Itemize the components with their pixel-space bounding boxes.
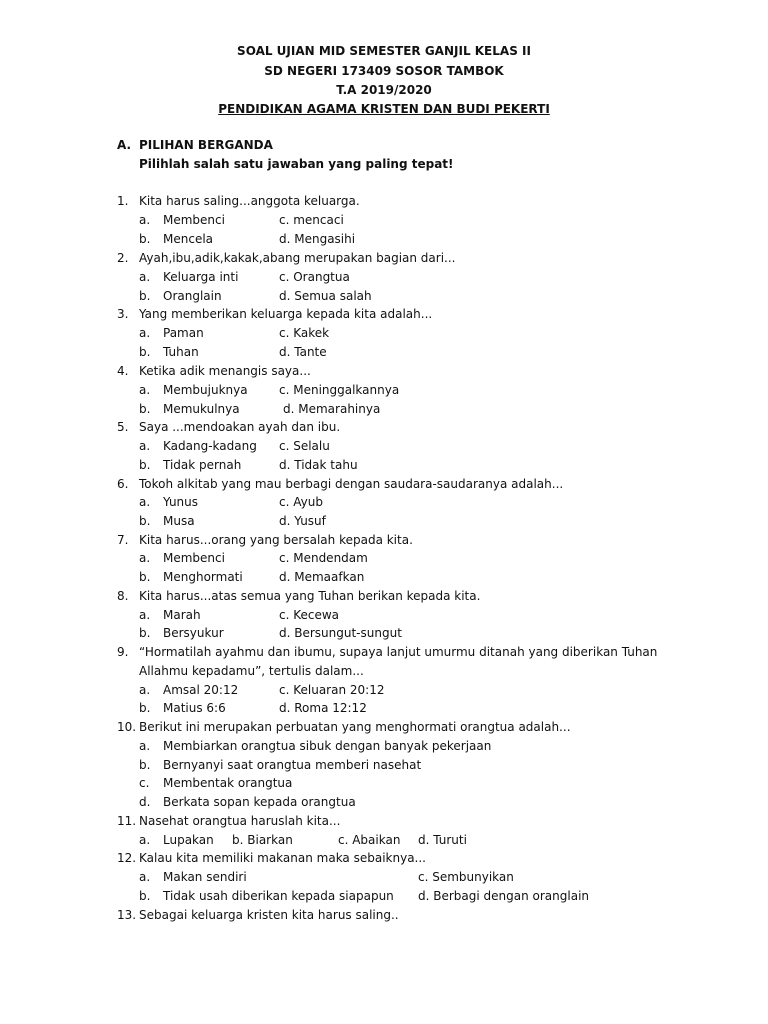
options-row bbox=[0, 211, 768, 229]
question-2 bbox=[0, 249, 768, 267]
school-year: T.A 2019/2020 bbox=[336, 83, 432, 97]
question-text: Berikut ini merupakan perbuatan yang menghormati orangtua adalah... bbox=[139, 720, 571, 734]
option-d: d. Tidak tahu bbox=[279, 458, 358, 472]
option-d: d. Turuti bbox=[418, 833, 467, 847]
question-number: 5. bbox=[117, 420, 129, 434]
options-row bbox=[0, 287, 768, 305]
options-row bbox=[0, 606, 768, 624]
option-b: Menghormati bbox=[163, 570, 243, 584]
options-row bbox=[0, 681, 768, 699]
question-text: Tokoh alkitab yang mau berbagi dengan saudara-saudaranya adalah... bbox=[139, 477, 564, 491]
question-1 bbox=[0, 192, 768, 210]
question-number: 10. bbox=[117, 720, 137, 734]
option-letter: b. bbox=[139, 458, 151, 472]
option-letter: a. bbox=[139, 383, 151, 397]
option-a: Lupakan bbox=[163, 833, 214, 847]
option-d: d. Tante bbox=[279, 345, 327, 359]
section-label: A. bbox=[117, 138, 132, 152]
option-letter: a. bbox=[139, 870, 151, 884]
question-text: Ayah,ibu,adik,kakak,abang merupakan bagian dari... bbox=[139, 251, 456, 265]
question-text: Kita harus saling...anggota keluarga. bbox=[139, 194, 360, 208]
option-c: c. Mendendam bbox=[279, 551, 368, 565]
option-letter: b. bbox=[139, 889, 151, 903]
option-b: Oranglain bbox=[163, 289, 222, 303]
option-d: d. Semua salah bbox=[279, 289, 372, 303]
question-text: Kita harus...atas semua yang Tuhan berikan kepada kita. bbox=[139, 589, 481, 603]
option-letter: a. bbox=[139, 608, 151, 622]
option-d: d. Memarahinya bbox=[283, 402, 381, 416]
option-b: Mencela bbox=[163, 232, 214, 246]
option-a: Amsal 20:12 bbox=[163, 683, 239, 697]
option-letter: c. bbox=[139, 776, 150, 790]
option-d: d. Berbagi dengan oranglain bbox=[418, 889, 590, 903]
option-letter: a. bbox=[139, 270, 151, 284]
option-letter: a. bbox=[139, 833, 151, 847]
option-a: Membujuknya bbox=[163, 383, 248, 397]
options-row bbox=[0, 624, 768, 642]
option-d: Berkata sopan kepada orangtua bbox=[163, 795, 356, 809]
option-c: c. Meninggalkannya bbox=[279, 383, 400, 397]
question-number: 6. bbox=[117, 477, 129, 491]
option-letter: b. bbox=[139, 626, 151, 640]
question-12 bbox=[0, 849, 768, 867]
option-c: c. Kecewa bbox=[279, 608, 340, 622]
option-letter: b. bbox=[139, 232, 151, 246]
option-c: c. Ayub bbox=[279, 495, 323, 509]
option-a: Keluarga inti bbox=[163, 270, 239, 284]
option-d: d. Yusuf bbox=[279, 514, 326, 528]
option-letter: a. bbox=[139, 683, 151, 697]
question-text: Yang memberikan keluarga kepada kita adalah... bbox=[139, 307, 433, 321]
option-letter: a. bbox=[139, 213, 151, 227]
options-row bbox=[0, 493, 768, 511]
instruction-text: Pilihlah salah satu jawaban yang paling tepat! bbox=[139, 157, 454, 171]
option-a: Paman bbox=[163, 326, 204, 340]
question-10 bbox=[0, 718, 768, 736]
section-instruction bbox=[0, 155, 768, 173]
question-13 bbox=[0, 906, 768, 924]
question-text: Allahmu kepadamu”, tertulis dalam... bbox=[139, 664, 364, 678]
options-row bbox=[0, 437, 768, 455]
option-c: c. Abaikan bbox=[338, 833, 401, 847]
question-number: 1. bbox=[117, 194, 129, 208]
option-letter: b. bbox=[139, 701, 151, 715]
question-number: 9. bbox=[117, 645, 129, 659]
option-a: Membenci bbox=[163, 213, 225, 227]
option-c: Membentak orangtua bbox=[163, 776, 293, 790]
options-row bbox=[0, 381, 768, 399]
option-letter: b. bbox=[139, 289, 151, 303]
question-number: 2. bbox=[117, 251, 129, 265]
option-letter: a. bbox=[139, 495, 151, 509]
section-header bbox=[0, 136, 768, 154]
option-d: d. Bersungut-sungut bbox=[279, 626, 402, 640]
option-a: Marah bbox=[163, 608, 201, 622]
options-row bbox=[0, 887, 768, 905]
option-b: Tidak pernah bbox=[163, 458, 242, 472]
question-text: Nasehat orangtua haruslah kita... bbox=[139, 814, 341, 828]
option-letter: b. bbox=[139, 570, 151, 584]
option-a: Kadang-kadang bbox=[163, 439, 257, 453]
options-row bbox=[0, 549, 768, 567]
option-a: Membiarkan orangtua sibuk dengan banyak pekerjaan bbox=[163, 739, 492, 753]
option-d: d. Roma 12:12 bbox=[279, 701, 367, 715]
options-row bbox=[0, 774, 768, 792]
option-letter: a. bbox=[139, 439, 151, 453]
options-row bbox=[0, 268, 768, 286]
question-9-continued bbox=[0, 662, 768, 680]
option-b: Tuhan bbox=[163, 345, 199, 359]
option-d: d. Memaafkan bbox=[279, 570, 365, 584]
option-d: d. Mengasihi bbox=[279, 232, 356, 246]
option-letter: d. bbox=[139, 795, 151, 809]
question-number: 13. bbox=[117, 908, 137, 922]
option-a: Membenci bbox=[163, 551, 225, 565]
option-c: c. Keluaran 20:12 bbox=[279, 683, 385, 697]
question-number: 4. bbox=[117, 364, 129, 378]
option-c: c. Kakek bbox=[279, 326, 330, 340]
question-text: Ketika adik menangis saya... bbox=[139, 364, 311, 378]
question-8 bbox=[0, 587, 768, 605]
question-text: Kalau kita memiliki makanan maka sebaiknya... bbox=[139, 851, 426, 865]
option-letter: b. bbox=[139, 514, 151, 528]
question-number: 8. bbox=[117, 589, 129, 603]
question-9 bbox=[0, 643, 768, 661]
option-letter: a. bbox=[139, 551, 151, 565]
options-row bbox=[0, 568, 768, 586]
question-11 bbox=[0, 812, 768, 830]
options-row bbox=[0, 699, 768, 717]
option-c: c. Orangtua bbox=[279, 270, 350, 284]
options-row bbox=[0, 230, 768, 248]
option-b: Bersyukur bbox=[163, 626, 224, 640]
option-c: c. Sembunyikan bbox=[418, 870, 514, 884]
option-a: Yunus bbox=[163, 495, 199, 509]
question-7 bbox=[0, 531, 768, 549]
option-b: Memukulnya bbox=[163, 402, 240, 416]
options-row bbox=[0, 793, 768, 811]
options-row bbox=[0, 512, 768, 530]
question-6 bbox=[0, 475, 768, 493]
school-name: SD NEGERI 173409 SOSOR TAMBOK bbox=[264, 64, 504, 78]
question-number: 7. bbox=[117, 533, 129, 547]
question-number: 12. bbox=[117, 851, 137, 865]
subject-title bbox=[0, 100, 768, 118]
question-5 bbox=[0, 418, 768, 436]
question-text: Sebagai keluarga kristen kita harus saling.. bbox=[139, 908, 399, 922]
options-row bbox=[0, 831, 768, 849]
question-4 bbox=[0, 362, 768, 380]
option-c: c. Selalu bbox=[279, 439, 330, 453]
option-b: b. Biarkan bbox=[232, 833, 293, 847]
options-row bbox=[0, 343, 768, 361]
option-letter: a. bbox=[139, 326, 151, 340]
option-a: Makan sendiri bbox=[163, 870, 247, 884]
options-row bbox=[0, 456, 768, 474]
options-row bbox=[0, 737, 768, 755]
option-b: Musa bbox=[163, 514, 195, 528]
option-letter: b. bbox=[139, 758, 151, 772]
subject-title-text: PENDIDIKAN AGAMA KRISTEN DAN BUDI PEKERTI bbox=[218, 102, 550, 116]
option-b: Matius 6:6 bbox=[163, 701, 226, 715]
option-letter: b. bbox=[139, 402, 151, 416]
option-b: Tidak usah diberikan kepada siapapun bbox=[163, 889, 394, 903]
exam-title: SOAL UJIAN MID SEMESTER GANJIL KELAS II bbox=[237, 44, 531, 58]
option-letter: b. bbox=[139, 345, 151, 359]
option-c: c. mencaci bbox=[279, 213, 344, 227]
options-row bbox=[0, 868, 768, 886]
question-text: “Hormatilah ayahmu dan ibumu, supaya lanjut umurmu ditanah yang diberikan Tuhan bbox=[139, 645, 658, 659]
question-3 bbox=[0, 305, 768, 323]
question-number: 11. bbox=[117, 814, 137, 828]
options-row bbox=[0, 400, 768, 418]
section-title: PILIHAN BERGANDA bbox=[139, 138, 273, 152]
question-number: 3. bbox=[117, 307, 129, 321]
question-text: Kita harus...orang yang bersalah kepada kita. bbox=[139, 533, 413, 547]
option-b: Bernyanyi saat orangtua memberi nasehat bbox=[163, 758, 422, 772]
options-row bbox=[0, 756, 768, 774]
question-text: Saya ...mendoakan ayah dan ibu. bbox=[139, 420, 341, 434]
option-letter: a. bbox=[139, 739, 151, 753]
options-row bbox=[0, 324, 768, 342]
